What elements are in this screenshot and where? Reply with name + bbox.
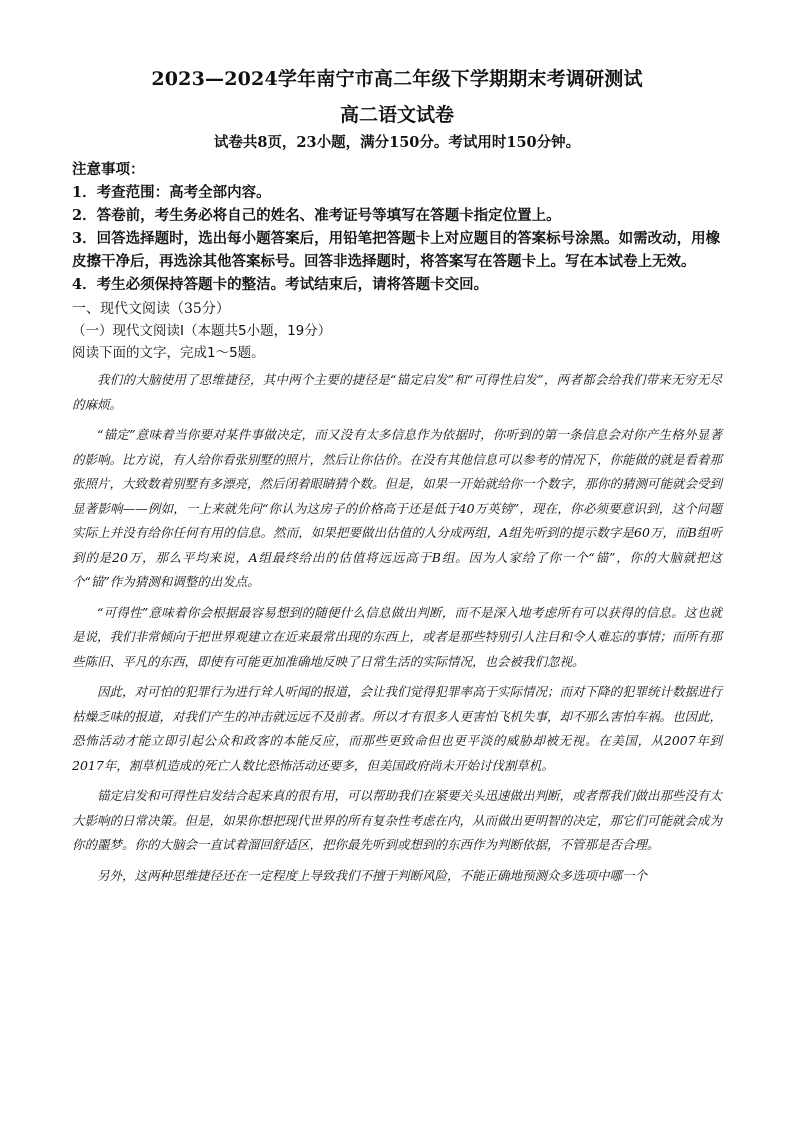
notice-block: [72, 158, 722, 296]
passage-paragraph: 锚定启发和可得性启发结合起来真的很有用，可以帮助我们在紧要关头迅速做出判断，或者帮我们做出那些没有太大影响的日常决策。但是，如果你想把现代世界的所有复杂性考虑在内，从而做出更明智的决定，那它们可能就会成为你的噩梦。你的大脑会一直试着溜回舒适区，把你最先听到或想到的东西作为判断依据，不管那是否合理。: [72, 788, 723, 852]
notice-item: 1．考查范围：高考全部内容。: [72, 184, 271, 201]
subsection-heading: （一）现代文阅读Ⅰ（本题共5小题，19分）: [72, 323, 332, 339]
exam-page: [72, 66, 722, 894]
notice-heading: 注意事项：: [72, 161, 145, 178]
reading-passage: [72, 368, 722, 888]
passage-paragraph: “锚定”意味着当你要对某件事做决定，而又没有太多信息作为依据时，你听到的第一条信息会对你产生格外显著的影响。比方说，有人给你看张别墅的照片，然后让你估价。在没有其他信息可以参考的情况下，你能做的就是看着那张照片，大致数着别墅有多漂亮，然后闭着眼睛猜个数。但是，如果一开始就给你一个数字，那你的猜测可能就会受到显著影响——例如，一上来就先问“你认为这房子的价格高于还是低于40万英镑”，现在，你必须要意识到，这个问题实际上并没有给你任何有用的信息。然而，如果把要做出估值的人分成两组，A组先听到的提示数字是60万，而B组听到的是20万，那么平均来说，A组最终给出的估值将远远高于B组。因为人家给了你一个“锚”，你的大脑就把这个“锚”作为猜测和调整的出发点。: [72, 427, 723, 589]
exam-title: 2023—2024学年南宁市高二年级下学期期末考调研测试: [151, 68, 643, 90]
exam-subtitle: 高二语文试卷: [339, 104, 454, 126]
section-heading: 一、现代文阅读（35分）: [72, 301, 230, 317]
exam-info: 试卷共8页，23小题，满分150分。考试用时150分钟。: [213, 134, 581, 151]
reading-instruction: 阅读下面的文字，完成1～5题。: [72, 345, 265, 361]
passage-paragraph: 因此，对可怕的犯罪行为进行耸人听闻的报道，会让我们觉得犯罪率高于实际情况；而对下降的犯罪统计数据进行枯燥乏味的报道，对我们产生的冲击就远远不及前者。所以才有很多人更害怕飞机失事，却不那么害怕车祸。也因此，恐怖活动才能立即引起公众和政客的本能反应，而那些更致命但也更平淡的威胁却被无视。在美国，从2007年到2017年，割草机造成的死亡人数比恐怖活动还要多，但美国政府尚未开始讨伐割草机。: [72, 684, 723, 773]
passage-paragraph: “可得性”意味着你会根据最容易想到的随便什么信息做出判断，而不是深入地考虑所有可以获得的信息。这也就是说，我们非常倾向于把世界观建立在近来最常出现的东西上，或者是那些特别引人注目和令人难忘的事情；而所有那些陈旧、平凡的东西，即使有可能更加准确地反映了日常生活的实际情况，也会被我们忽视。: [72, 604, 723, 669]
notice-item: 2．答卷前，考生务必将自己的姓名、准考证号等填写在答题卡指定位置上。: [72, 207, 561, 224]
notice-item: 3．回答选择题时，选出每小题答案后，用铅笔把答题卡上对应题目的答案标号涂黑。如需改动，用橡皮擦干净后，再选涂其他答案标号。回答非选择题时，将答案写在答题卡上。写在本试卷上无效。: [72, 230, 721, 270]
passage-paragraph: 我们的大脑使用了思维捷径，其中两个主要的捷径是“锚定启发”和“可得性启发”，两者都会给我们带来无穷无尽的麻烦。: [72, 372, 722, 412]
passage-paragraph: 另外，这两种思维捷径还在一定程度上导致我们不擅于判断风险，不能正确地预测众多选项中哪一个: [97, 867, 648, 883]
notice-item: 4．考生必须保持答题卡的整洁。考试结束后，请将答题卡交回。: [72, 276, 489, 293]
